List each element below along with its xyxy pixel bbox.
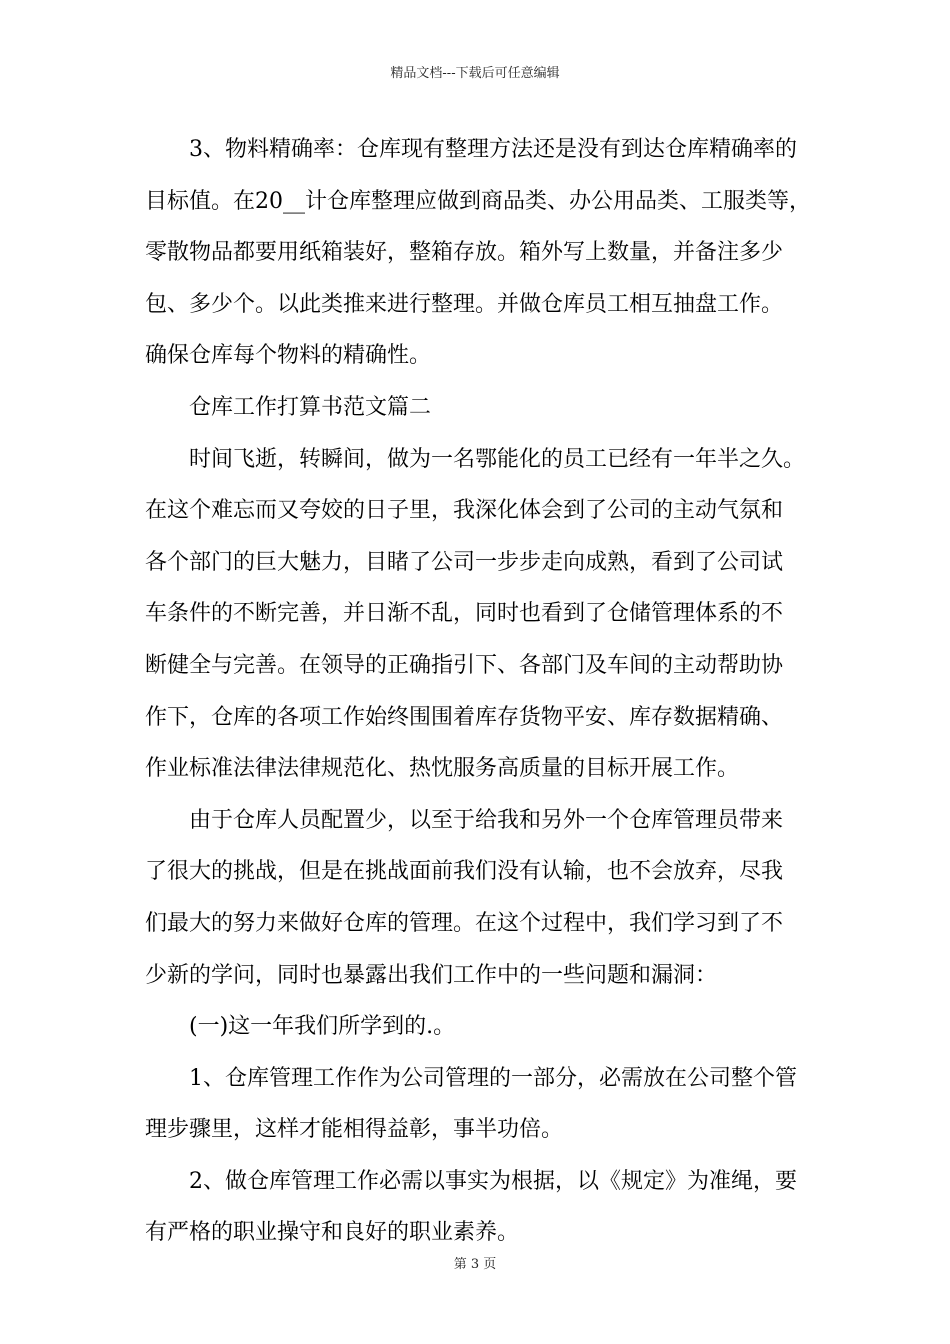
text-line: 作下，仓库的各项工作始终围围着库存货物平安、库存数据精确、 [145,704,784,730]
text-line: 1、仓库管理工作作为公司管理的一部分，必需放在公司整个管 [189,1065,797,1091]
text-line: 仓库工作打算书范文篇二 [189,394,432,420]
document-body [145,135,815,1270]
text-line: 们最大的努力来做好仓库的管理。在这个过程中，我们学习到了不 [145,910,784,936]
text-line: 各个部门的巨大魅力，目睹了公司一步步走向成熟，看到了公司试 [145,549,784,575]
text-line: 3、物料精确率：仓库现有整理方法还是没有到达仓库精确率的 [189,137,797,162]
text-line: 确保仓库每个物料的精确性。 [145,343,432,369]
text-line: 2、做仓库管理工作必需以事实为根据，以《规定》为准绳，要 [189,1168,797,1194]
text-line: (一)这一年我们所学到的.。 [189,1014,456,1040]
text-line: 时间飞逝，转瞬间，做为一名鄂能化的员工已经有一年半之久。 [189,446,806,472]
text-line: 包、多少个。以此类推来进行整理。并做仓库员工相互抽盘工作。 [145,291,784,317]
text-line: 了很大的挑战，但是在挑战面前我们没有认输，也不会放弃，尽我 [145,859,784,885]
text-line: 作业标准法律法律规范化、热忱服务高质量的目标开展工作。 [145,756,740,782]
text-line: 由于仓库人员配置少，以至于给我和另外一个仓库管理员带来 [189,807,784,833]
text-line: 零散物品都要用纸箱装好，整箱存放。箱外写上数量，并备注多少 [145,240,784,266]
page-number: 第 3 页 [453,1257,497,1272]
page-header: 精品文档---下载后可任意编辑 [390,66,560,81]
text-line: 在这个难忘而又夸姣的日子里，我深化体会到了公司的主动气氛和 [145,498,784,524]
text-line: 有严格的职业操守和良好的职业素养。 [145,1220,520,1246]
text-line: 目标值。在20__计仓库整理应做到商品类、办公用品类、工服类等， [145,188,811,214]
text-line: 车条件的不断完善，并日渐不乱，同时也看到了仓储管理体系的不 [145,601,784,627]
text-line: 断健全与完善。在领导的正确指引下、各部门及车间的主动帮助协 [145,652,784,678]
text-line: 少新的学问，同时也暴露出我们工作中的一些问题和漏洞： [145,962,718,988]
text-line: 理步骤里，这样才能相得益彰，事半功倍。 [145,1117,564,1143]
